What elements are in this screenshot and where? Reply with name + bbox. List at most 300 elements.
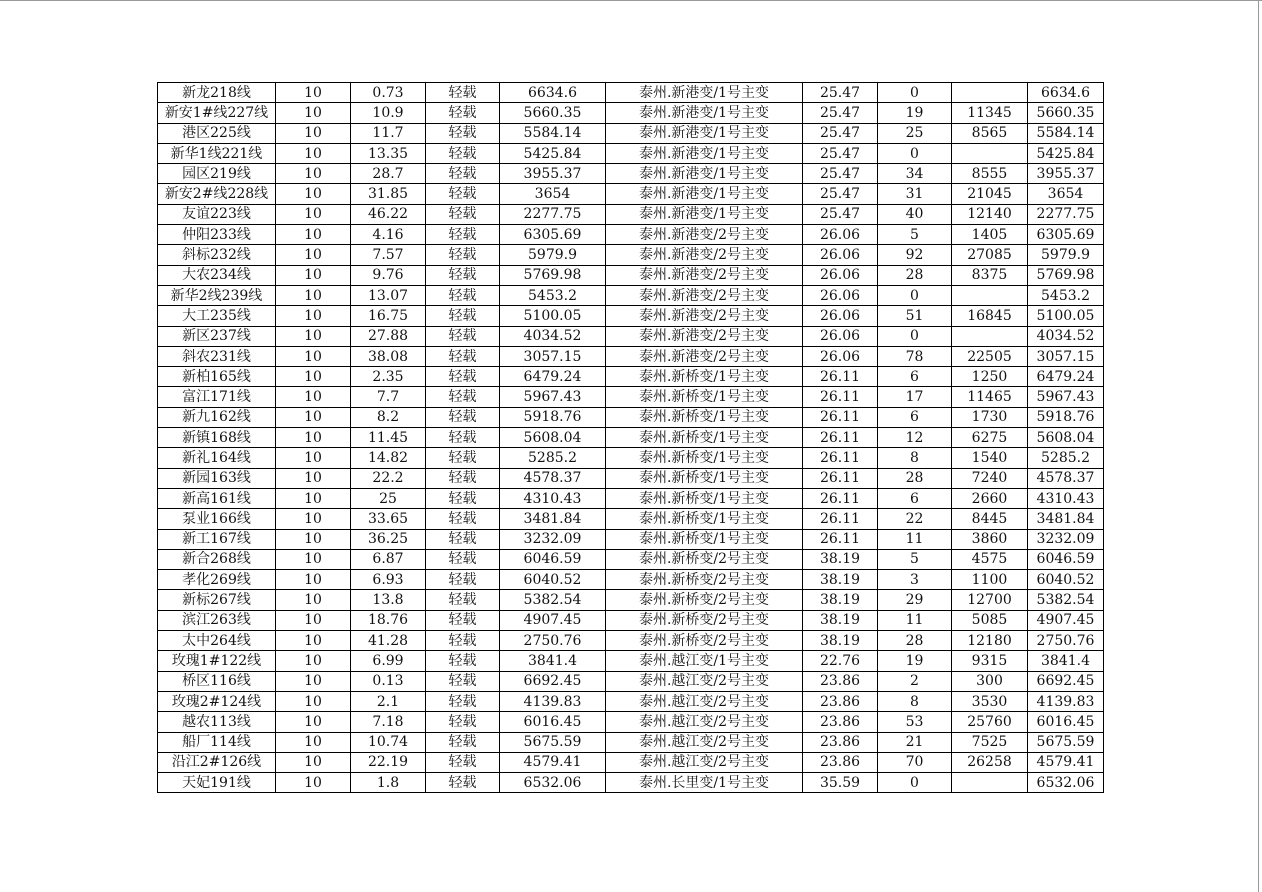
cell-user-count: 0 [878, 773, 952, 793]
table-row [158, 570, 1104, 590]
cell-user-count: 92 [878, 245, 952, 265]
cell-transformer: 泰州.新港变/2号主变 [606, 306, 803, 326]
cell-transformer: 泰州.越江变/2号主变 [606, 752, 803, 772]
cell-load-rate: 13.07 [351, 285, 426, 305]
table-row [158, 590, 1104, 610]
cell-available-capacity: 4310.43 [500, 488, 606, 508]
cell-load-rate: 7.7 [351, 387, 426, 407]
cell-transformer-load-rate: 38.19 [803, 610, 878, 630]
cell-load-status: 轻载 [426, 326, 500, 346]
cell-voltage: 10 [276, 488, 351, 508]
cell-transformer-load-rate: 26.06 [803, 326, 878, 346]
cell-voltage: 10 [276, 529, 351, 549]
cell-remaining-capacity: 3057.15 [1028, 346, 1104, 366]
cell-available-capacity: 6305.69 [500, 225, 606, 245]
cell-available-capacity: 5425.84 [500, 143, 606, 163]
table-row [158, 549, 1104, 569]
cell-transformer-load-rate: 26.11 [803, 509, 878, 529]
cell-transformer-load-rate: 26.06 [803, 225, 878, 245]
table-row [158, 164, 1104, 184]
cell-load-status: 轻载 [426, 306, 500, 326]
cell-user-capacity: 7525 [952, 732, 1028, 752]
cell-available-capacity: 5675.59 [500, 732, 606, 752]
cell-load-rate: 22.19 [351, 752, 426, 772]
cell-remaining-capacity: 4139.83 [1028, 691, 1104, 711]
cell-load-rate: 9.76 [351, 265, 426, 285]
cell-line-name: 新合268线 [158, 549, 276, 569]
cell-transformer-load-rate: 25.47 [803, 164, 878, 184]
table-row [158, 326, 1104, 346]
cell-available-capacity: 3955.37 [500, 164, 606, 184]
cell-user-capacity: 12700 [952, 590, 1028, 610]
cell-line-name: 新安1#线227线 [158, 103, 276, 123]
cell-remaining-capacity: 4034.52 [1028, 326, 1104, 346]
cell-load-status: 轻载 [426, 407, 500, 427]
cell-transformer: 泰州.新桥变/2号主变 [606, 549, 803, 569]
cell-load-status: 轻载 [426, 590, 500, 610]
cell-line-name: 新高161线 [158, 488, 276, 508]
cell-user-count: 17 [878, 387, 952, 407]
cell-available-capacity: 6479.24 [500, 367, 606, 387]
cell-remaining-capacity: 4310.43 [1028, 488, 1104, 508]
cell-available-capacity: 5608.04 [500, 428, 606, 448]
cell-available-capacity: 2277.75 [500, 204, 606, 224]
cell-load-status: 轻载 [426, 691, 500, 711]
cell-load-rate: 0.13 [351, 671, 426, 691]
cell-user-capacity: 1100 [952, 570, 1028, 590]
cell-transformer-load-rate: 26.11 [803, 468, 878, 488]
cell-user-count: 0 [878, 326, 952, 346]
cell-line-name: 新工167线 [158, 529, 276, 549]
cell-voltage: 10 [276, 346, 351, 366]
cell-available-capacity: 5979.9 [500, 245, 606, 265]
cell-remaining-capacity: 5769.98 [1028, 265, 1104, 285]
cell-transformer-load-rate: 25.47 [803, 184, 878, 204]
cell-line-name: 新区237线 [158, 326, 276, 346]
cell-voltage: 10 [276, 103, 351, 123]
page-edge-right [1258, 0, 1259, 892]
table-row [158, 285, 1104, 305]
cell-transformer: 泰州.新桥变/1号主变 [606, 428, 803, 448]
page-edge-top [0, 0, 1262, 1]
cell-user-count: 12 [878, 428, 952, 448]
cell-line-name: 斜农231线 [158, 346, 276, 366]
table-row [158, 265, 1104, 285]
cell-transformer-load-rate: 25.47 [803, 204, 878, 224]
cell-user-count: 2 [878, 671, 952, 691]
cell-user-capacity: 1540 [952, 448, 1028, 468]
cell-user-capacity: 1405 [952, 225, 1028, 245]
cell-transformer-load-rate: 38.19 [803, 549, 878, 569]
cell-remaining-capacity: 3841.4 [1028, 651, 1104, 671]
cell-remaining-capacity: 6692.45 [1028, 671, 1104, 691]
cell-available-capacity: 6040.52 [500, 570, 606, 590]
table-row [158, 103, 1104, 123]
cell-voltage: 10 [276, 732, 351, 752]
cell-user-capacity: 12180 [952, 631, 1028, 651]
cell-remaining-capacity: 6040.52 [1028, 570, 1104, 590]
cell-transformer: 泰州.越江变/2号主变 [606, 732, 803, 752]
cell-available-capacity: 6016.45 [500, 712, 606, 732]
cell-remaining-capacity: 5967.43 [1028, 387, 1104, 407]
cell-user-capacity [952, 143, 1028, 163]
cell-load-status: 轻载 [426, 732, 500, 752]
cell-line-name: 大工235线 [158, 306, 276, 326]
cell-voltage: 10 [276, 306, 351, 326]
cell-load-rate: 14.82 [351, 448, 426, 468]
cell-load-status: 轻载 [426, 468, 500, 488]
cell-user-count: 3 [878, 570, 952, 590]
cell-transformer-load-rate: 38.19 [803, 570, 878, 590]
cell-voltage: 10 [276, 123, 351, 143]
cell-remaining-capacity: 3232.09 [1028, 529, 1104, 549]
cell-user-count: 40 [878, 204, 952, 224]
table-row [158, 407, 1104, 427]
cell-transformer: 泰州.新桥变/1号主变 [606, 509, 803, 529]
cell-remaining-capacity: 6305.69 [1028, 225, 1104, 245]
cell-remaining-capacity: 6016.45 [1028, 712, 1104, 732]
cell-user-capacity: 6275 [952, 428, 1028, 448]
cell-load-status: 轻载 [426, 671, 500, 691]
cell-remaining-capacity: 5285.2 [1028, 448, 1104, 468]
cell-transformer: 泰州.长里变/1号主变 [606, 773, 803, 793]
cell-load-rate: 0.73 [351, 83, 426, 103]
cell-load-rate: 6.87 [351, 549, 426, 569]
cell-line-name: 越农113线 [158, 712, 276, 732]
cell-user-count: 6 [878, 407, 952, 427]
cell-user-capacity: 5085 [952, 610, 1028, 630]
cell-user-capacity: 11345 [952, 103, 1028, 123]
cell-load-status: 轻载 [426, 509, 500, 529]
cell-user-count: 28 [878, 631, 952, 651]
cell-voltage: 10 [276, 204, 351, 224]
cell-available-capacity: 3481.84 [500, 509, 606, 529]
data-table [157, 82, 1104, 793]
cell-transformer: 泰州.新桥变/1号主变 [606, 367, 803, 387]
cell-user-count: 5 [878, 225, 952, 245]
cell-user-count: 19 [878, 103, 952, 123]
cell-user-capacity: 3860 [952, 529, 1028, 549]
table-row [158, 367, 1104, 387]
cell-line-name: 泵业166线 [158, 509, 276, 529]
cell-load-rate: 7.57 [351, 245, 426, 265]
cell-line-name: 新华1线221线 [158, 143, 276, 163]
cell-line-name: 新龙218线 [158, 83, 276, 103]
cell-load-status: 轻载 [426, 103, 500, 123]
cell-available-capacity: 4907.45 [500, 610, 606, 630]
cell-voltage: 10 [276, 610, 351, 630]
cell-line-name: 友谊223线 [158, 204, 276, 224]
cell-voltage: 10 [276, 651, 351, 671]
cell-remaining-capacity: 5100.05 [1028, 306, 1104, 326]
cell-user-capacity: 8555 [952, 164, 1028, 184]
cell-load-status: 轻载 [426, 529, 500, 549]
cell-load-rate: 7.18 [351, 712, 426, 732]
cell-user-capacity [952, 285, 1028, 305]
cell-load-status: 轻载 [426, 143, 500, 163]
cell-transformer-load-rate: 26.11 [803, 488, 878, 508]
cell-voltage: 10 [276, 326, 351, 346]
cell-line-name: 新园163线 [158, 468, 276, 488]
cell-transformer: 泰州.越江变/2号主变 [606, 671, 803, 691]
cell-user-capacity [952, 773, 1028, 793]
cell-available-capacity: 6046.59 [500, 549, 606, 569]
cell-line-name: 船厂114线 [158, 732, 276, 752]
cell-load-rate: 18.76 [351, 610, 426, 630]
cell-available-capacity: 5382.54 [500, 590, 606, 610]
cell-available-capacity: 3057.15 [500, 346, 606, 366]
cell-transformer-load-rate: 26.06 [803, 245, 878, 265]
cell-user-count: 22 [878, 509, 952, 529]
cell-load-rate: 11.7 [351, 123, 426, 143]
cell-line-name: 新安2#线228线 [158, 184, 276, 204]
cell-line-name: 玫瑰1#122线 [158, 651, 276, 671]
cell-load-rate: 27.88 [351, 326, 426, 346]
cell-transformer-load-rate: 25.47 [803, 143, 878, 163]
table-row [158, 83, 1104, 103]
cell-user-capacity: 7240 [952, 468, 1028, 488]
cell-transformer: 泰州.新港变/1号主变 [606, 83, 803, 103]
cell-voltage: 10 [276, 773, 351, 793]
cell-voltage: 10 [276, 448, 351, 468]
cell-load-rate: 25 [351, 488, 426, 508]
cell-remaining-capacity: 5660.35 [1028, 103, 1104, 123]
cell-voltage: 10 [276, 407, 351, 427]
cell-remaining-capacity: 5425.84 [1028, 143, 1104, 163]
table-row [158, 387, 1104, 407]
cell-load-status: 轻载 [426, 428, 500, 448]
cell-user-count: 70 [878, 752, 952, 772]
cell-load-status: 轻载 [426, 387, 500, 407]
cell-transformer-load-rate: 23.86 [803, 691, 878, 711]
cell-voltage: 10 [276, 184, 351, 204]
cell-user-capacity: 1730 [952, 407, 1028, 427]
cell-available-capacity: 6634.6 [500, 83, 606, 103]
cell-remaining-capacity: 6634.6 [1028, 83, 1104, 103]
cell-transformer-load-rate: 26.11 [803, 387, 878, 407]
cell-load-status: 轻载 [426, 570, 500, 590]
cell-load-status: 轻载 [426, 285, 500, 305]
cell-remaining-capacity: 6046.59 [1028, 549, 1104, 569]
cell-available-capacity: 4579.41 [500, 752, 606, 772]
cell-load-rate: 16.75 [351, 306, 426, 326]
cell-load-status: 轻载 [426, 712, 500, 732]
cell-transformer: 泰州.新桥变/1号主变 [606, 529, 803, 549]
cell-remaining-capacity: 5979.9 [1028, 245, 1104, 265]
table-row [158, 468, 1104, 488]
cell-voltage: 10 [276, 387, 351, 407]
cell-load-rate: 8.2 [351, 407, 426, 427]
cell-remaining-capacity: 4579.41 [1028, 752, 1104, 772]
cell-load-rate: 13.8 [351, 590, 426, 610]
cell-voltage: 10 [276, 631, 351, 651]
cell-line-name: 太中264线 [158, 631, 276, 651]
table-row [158, 671, 1104, 691]
cell-line-name: 新柏165线 [158, 367, 276, 387]
cell-transformer-load-rate: 26.11 [803, 428, 878, 448]
cell-transformer-load-rate: 22.76 [803, 651, 878, 671]
cell-voltage: 10 [276, 164, 351, 184]
cell-line-name: 天妃191线 [158, 773, 276, 793]
cell-load-status: 轻载 [426, 245, 500, 265]
cell-line-name: 港区225线 [158, 123, 276, 143]
cell-available-capacity: 6692.45 [500, 671, 606, 691]
cell-user-count: 19 [878, 651, 952, 671]
cell-transformer-load-rate: 25.47 [803, 103, 878, 123]
cell-voltage: 10 [276, 509, 351, 529]
cell-voltage: 10 [276, 225, 351, 245]
cell-available-capacity: 5100.05 [500, 306, 606, 326]
cell-transformer: 泰州.新桥变/1号主变 [606, 407, 803, 427]
cell-available-capacity: 3841.4 [500, 651, 606, 671]
cell-available-capacity: 5769.98 [500, 265, 606, 285]
cell-user-capacity: 26258 [952, 752, 1028, 772]
cell-load-rate: 2.1 [351, 691, 426, 711]
cell-line-name: 新镇168线 [158, 428, 276, 448]
cell-load-status: 轻载 [426, 549, 500, 569]
cell-voltage: 10 [276, 265, 351, 285]
table-row [158, 712, 1104, 732]
table-row [158, 143, 1104, 163]
cell-load-status: 轻载 [426, 184, 500, 204]
cell-user-count: 6 [878, 488, 952, 508]
cell-available-capacity: 5660.35 [500, 103, 606, 123]
cell-load-status: 轻载 [426, 265, 500, 285]
cell-user-count: 78 [878, 346, 952, 366]
cell-load-rate: 31.85 [351, 184, 426, 204]
cell-user-capacity: 8375 [952, 265, 1028, 285]
cell-transformer: 泰州.新港变/1号主变 [606, 143, 803, 163]
cell-user-capacity: 3530 [952, 691, 1028, 711]
table-row [158, 245, 1104, 265]
cell-transformer: 泰州.新港变/2号主变 [606, 245, 803, 265]
cell-voltage: 10 [276, 549, 351, 569]
cell-line-name: 斜标232线 [158, 245, 276, 265]
cell-transformer-load-rate: 26.06 [803, 265, 878, 285]
cell-remaining-capacity: 5675.59 [1028, 732, 1104, 752]
cell-user-capacity: 1250 [952, 367, 1028, 387]
cell-transformer: 泰州.新桥变/2号主变 [606, 570, 803, 590]
cell-user-count: 28 [878, 265, 952, 285]
cell-user-count: 31 [878, 184, 952, 204]
cell-transformer-load-rate: 35.59 [803, 773, 878, 793]
cell-transformer: 泰州.新桥变/1号主变 [606, 448, 803, 468]
cell-transformer-load-rate: 25.47 [803, 83, 878, 103]
cell-transformer-load-rate: 26.11 [803, 407, 878, 427]
cell-transformer: 泰州.新港变/1号主变 [606, 103, 803, 123]
cell-load-status: 轻载 [426, 752, 500, 772]
cell-user-capacity [952, 326, 1028, 346]
cell-available-capacity: 3232.09 [500, 529, 606, 549]
cell-user-capacity: 12140 [952, 204, 1028, 224]
table-row [158, 529, 1104, 549]
cell-user-capacity: 300 [952, 671, 1028, 691]
cell-user-count: 25 [878, 123, 952, 143]
cell-load-rate: 22.2 [351, 468, 426, 488]
cell-transformer: 泰州.新港变/1号主变 [606, 164, 803, 184]
cell-transformer: 泰州.新港变/1号主变 [606, 123, 803, 143]
cell-voltage: 10 [276, 712, 351, 732]
cell-transformer: 泰州.新桥变/2号主变 [606, 631, 803, 651]
cell-user-count: 5 [878, 549, 952, 569]
table-row [158, 732, 1104, 752]
cell-load-rate: 6.93 [351, 570, 426, 590]
cell-voltage: 10 [276, 428, 351, 448]
cell-user-count: 0 [878, 285, 952, 305]
cell-load-rate: 38.08 [351, 346, 426, 366]
cell-transformer-load-rate: 25.47 [803, 123, 878, 143]
cell-voltage: 10 [276, 468, 351, 488]
cell-line-name: 新九162线 [158, 407, 276, 427]
cell-user-capacity: 8565 [952, 123, 1028, 143]
table-row [158, 184, 1104, 204]
cell-load-rate: 46.22 [351, 204, 426, 224]
cell-load-status: 轻载 [426, 448, 500, 468]
cell-load-status: 轻载 [426, 225, 500, 245]
cell-voltage: 10 [276, 83, 351, 103]
cell-load-rate: 36.25 [351, 529, 426, 549]
cell-transformer: 泰州.新桥变/2号主变 [606, 590, 803, 610]
cell-user-count: 11 [878, 529, 952, 549]
cell-load-status: 轻载 [426, 367, 500, 387]
cell-user-capacity: 8445 [952, 509, 1028, 529]
cell-voltage: 10 [276, 285, 351, 305]
cell-user-capacity [952, 83, 1028, 103]
cell-load-status: 轻载 [426, 488, 500, 508]
cell-user-count: 34 [878, 164, 952, 184]
cell-user-count: 0 [878, 83, 952, 103]
cell-user-capacity: 21045 [952, 184, 1028, 204]
cell-available-capacity: 4034.52 [500, 326, 606, 346]
cell-transformer-load-rate: 26.06 [803, 285, 878, 305]
cell-load-rate: 28.7 [351, 164, 426, 184]
table-body [158, 83, 1104, 793]
cell-user-count: 29 [878, 590, 952, 610]
cell-user-count: 28 [878, 468, 952, 488]
cell-remaining-capacity: 5453.2 [1028, 285, 1104, 305]
cell-user-count: 6 [878, 367, 952, 387]
table-row [158, 752, 1104, 772]
cell-voltage: 10 [276, 367, 351, 387]
cell-load-status: 轻载 [426, 83, 500, 103]
cell-available-capacity: 2750.76 [500, 631, 606, 651]
cell-remaining-capacity: 4578.37 [1028, 468, 1104, 488]
cell-line-name: 沿江2#126线 [158, 752, 276, 772]
cell-remaining-capacity: 3481.84 [1028, 509, 1104, 529]
cell-load-status: 轻载 [426, 773, 500, 793]
cell-transformer: 泰州.新港变/2号主变 [606, 285, 803, 305]
cell-remaining-capacity: 3955.37 [1028, 164, 1104, 184]
cell-load-rate: 10.9 [351, 103, 426, 123]
table-row [158, 631, 1104, 651]
cell-voltage: 10 [276, 570, 351, 590]
table-row [158, 509, 1104, 529]
table-row [158, 488, 1104, 508]
cell-transformer: 泰州.新港变/2号主变 [606, 225, 803, 245]
cell-transformer-load-rate: 26.11 [803, 448, 878, 468]
table-row [158, 306, 1104, 326]
cell-transformer: 泰州.新港变/2号主变 [606, 346, 803, 366]
cell-line-name: 新标267线 [158, 590, 276, 610]
cell-user-count: 51 [878, 306, 952, 326]
cell-load-status: 轻载 [426, 651, 500, 671]
cell-available-capacity: 5918.76 [500, 407, 606, 427]
cell-transformer-load-rate: 26.11 [803, 367, 878, 387]
cell-load-rate: 13.35 [351, 143, 426, 163]
table-row [158, 651, 1104, 671]
cell-user-capacity: 16845 [952, 306, 1028, 326]
cell-load-rate: 4.16 [351, 225, 426, 245]
